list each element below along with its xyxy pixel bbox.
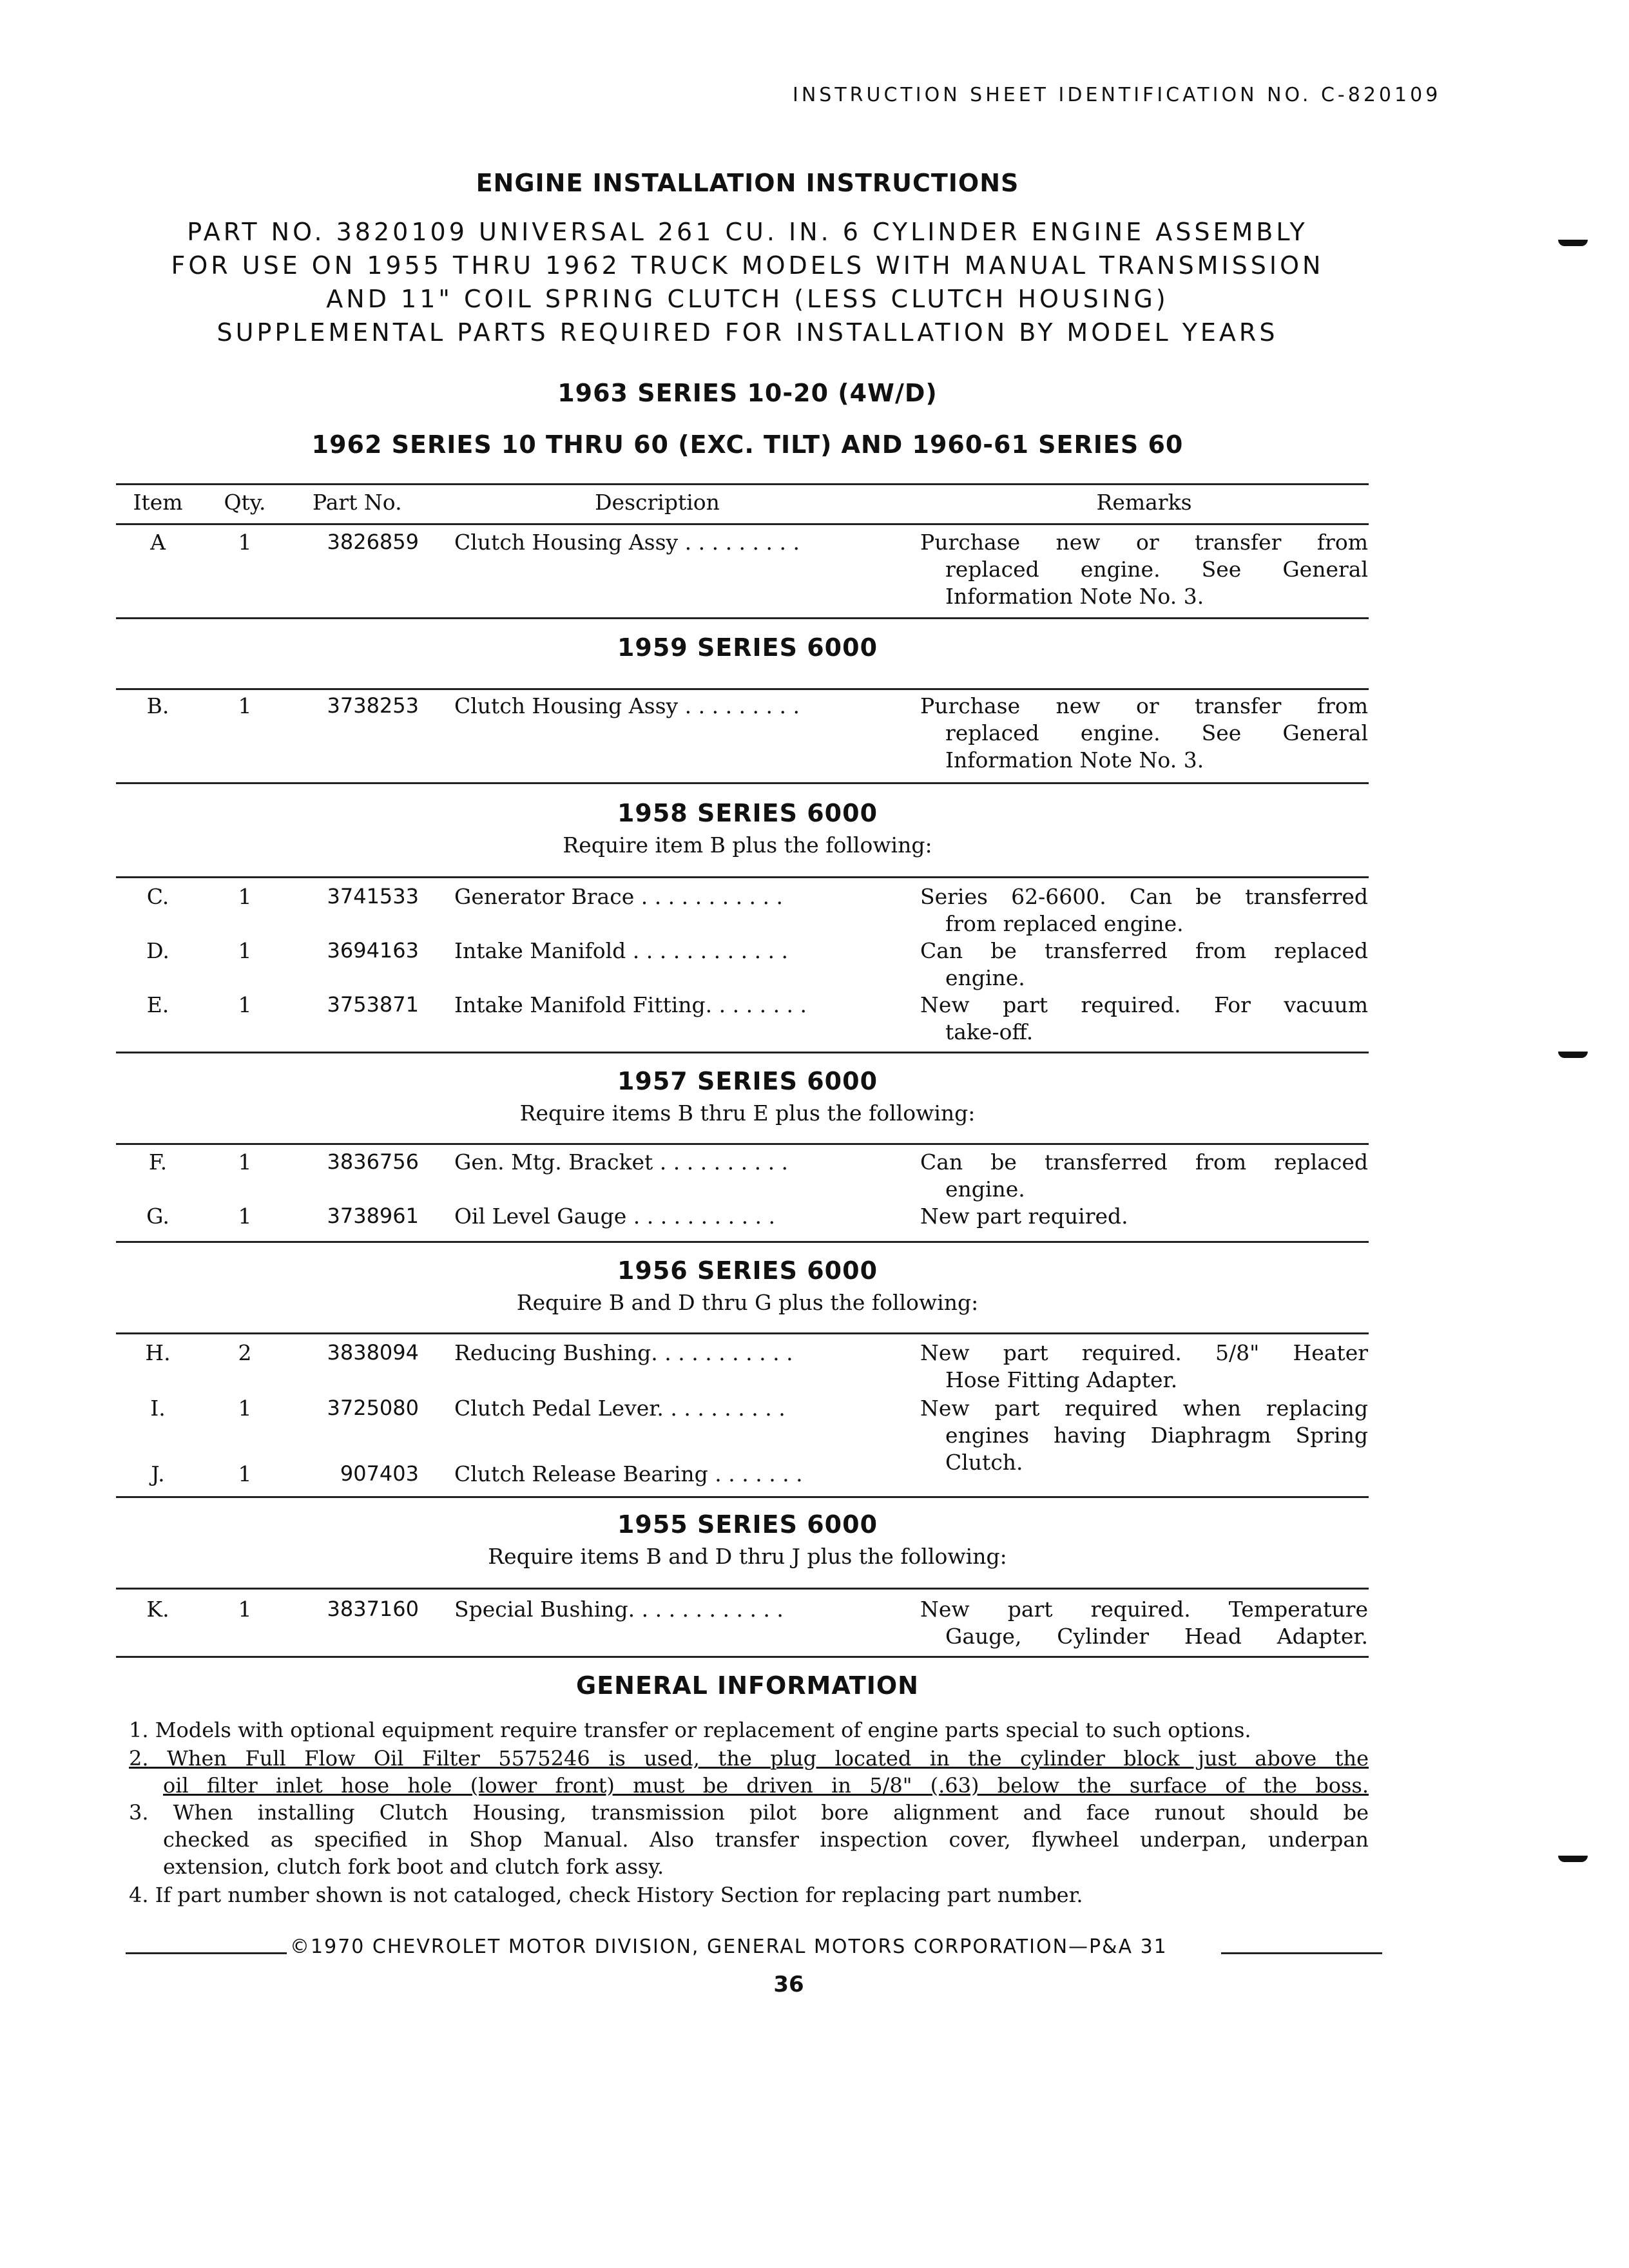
binder-hole-mark [1558, 1052, 1588, 1061]
remarks-line: Purchase new or transfer from [920, 693, 1368, 718]
part-line-4: SUPPLEMENTAL PARTS REQUIRED FOR INSTALLATION BY MODEL YEARS [217, 318, 1278, 347]
qty: 2 [238, 1340, 252, 1365]
description: Special Bushing. . . . . . . . . . . . [454, 1597, 784, 1622]
general-information-title: GENERAL INFORMATION [576, 1671, 919, 1700]
qty: 1 [238, 1204, 252, 1229]
remarks-continuation [0, 747, 1629, 776]
footer-rule-right [1221, 1952, 1382, 1954]
part-number: 3738253 [327, 693, 419, 718]
general-note-3-line-3: extension, clutch fork boot and clutch fork assy. [163, 1854, 664, 1879]
remarks-continuation [0, 1423, 1629, 1451]
description: Generator Brace . . . . . . . . . . . [454, 884, 784, 909]
remarks-line: Can be transferred from replaced [920, 1149, 1368, 1175]
description: Clutch Housing Assy . . . . . . . . . [454, 693, 800, 718]
description: Clutch Release Bearing . . . . . . . [454, 1461, 803, 1486]
section-subtitle-1956: Require B and D thru G plus the following: [516, 1290, 979, 1315]
table-row [0, 693, 1629, 722]
remarks-line: Hose Fitting Adapter. [945, 1367, 1178, 1392]
qty: 1 [238, 530, 252, 555]
section-rule [116, 1496, 1369, 1498]
col-description: Description [595, 490, 720, 515]
remarks-continuation [0, 584, 1629, 612]
series-heading-1962: 1962 SERIES 10 THRU 60 (EXC. TILT) AND 1960-61 SERIES 60 [311, 430, 1184, 459]
remarks-continuation [0, 720, 1629, 749]
section-title-1956: 1956 SERIES 6000 [617, 1256, 878, 1285]
part-number: 3738961 [327, 1204, 419, 1228]
remarks-line: Series 62-6600. Can be transferred [920, 884, 1368, 909]
series-heading-1963: 1963 SERIES 10-20 (4W/D) [557, 379, 938, 407]
remarks-continuation [0, 965, 1629, 994]
col-item: Item [133, 490, 183, 515]
qty: 1 [238, 992, 252, 1017]
table-row [0, 1597, 1629, 1625]
qty: 1 [238, 938, 252, 963]
part-line-1: PART NO. 3820109 UNIVERSAL 261 CU. IN. 6 CYLINDER ENGINE ASSEMBLY [187, 218, 1308, 246]
remarks-continuation [0, 1367, 1629, 1396]
part-number: 3838094 [327, 1340, 419, 1365]
remarks-line: from replaced engine. [945, 911, 1184, 936]
remarks-line: New part required. Temperature [920, 1597, 1368, 1622]
part-number: 3694163 [327, 938, 419, 963]
remarks-line: replaced engine. See General [945, 720, 1368, 745]
part-line-3: AND 11" COIL SPRING CLUTCH (LESS CLUTCH HOUSING) [326, 285, 1169, 313]
remarks-continuation [0, 1019, 1629, 1048]
footer-rule-left [126, 1952, 287, 1954]
section-rule [116, 1332, 1369, 1334]
description: Gen. Mtg. Bracket . . . . . . . . . . [454, 1149, 789, 1175]
section-rule [116, 1588, 1369, 1590]
part-number: 3741533 [327, 884, 419, 908]
part-number: 3826859 [327, 530, 419, 554]
general-note-3-line-2: checked as specified in Shop Manual. Also transfer inspection cover, flywheel underpan, underpan [163, 1827, 1369, 1852]
footer-copyright: ©1970 CHEVROLET MOTOR DIVISION, GENERAL MOTORS CORPORATION—P&A 31 [290, 1936, 1168, 1958]
table-row [0, 530, 1629, 558]
table-row [0, 1149, 1629, 1178]
section-rule [116, 1052, 1369, 1053]
remarks-line: engine. [945, 965, 1025, 990]
section-title-1958: 1958 SERIES 6000 [617, 799, 878, 827]
remarks-line: Clutch. [945, 1450, 1023, 1475]
part-number: 3837160 [327, 1597, 419, 1621]
document-title: ENGINE INSTALLATION INSTRUCTIONS [476, 169, 1019, 197]
remarks-line: New part required. 5/8" Heater [920, 1340, 1368, 1365]
qty: 1 [238, 693, 252, 718]
item-letter: I. [150, 1396, 166, 1421]
qty: 1 [238, 884, 252, 909]
general-note-1: 1. Models with optional equipment require transfer or replacement of engine parts special to such options. [129, 1718, 1251, 1742]
table-row [0, 1340, 1629, 1369]
remarks-line: engine. [945, 1177, 1025, 1202]
remarks-continuation [0, 1177, 1629, 1205]
general-note-2-line-2: oil filter inlet hose hole (lower front) must be driven in 5/8" (.63) below the surface of the boss. [163, 1773, 1369, 1798]
remarks-line: take-off. [945, 1019, 1034, 1044]
remarks-continuation [0, 911, 1629, 939]
remarks-continuation [0, 557, 1629, 585]
sheet-identification: INSTRUCTION SHEET IDENTIFICATION NO. C-820109 [793, 84, 1441, 106]
general-note-3-line-1: 3. When installing Clutch Housing, transmission pilot bore alignment and face runout should be [129, 1800, 1369, 1825]
section-rule [116, 688, 1369, 690]
description: Oil Level Gauge . . . . . . . . . . . [454, 1204, 776, 1229]
binder-hole-mark [1558, 1856, 1588, 1865]
section-rule [116, 782, 1369, 784]
item-letter: A [150, 530, 166, 555]
section-subtitle-1958: Require item B plus the following: [563, 832, 932, 858]
description: Clutch Housing Assy . . . . . . . . . [454, 530, 800, 555]
table-row [0, 884, 1629, 912]
description: Clutch Pedal Lever. . . . . . . . . . [454, 1396, 786, 1421]
remarks-line: Information Note No. 3. [945, 584, 1204, 609]
section-title-1959: 1959 SERIES 6000 [617, 633, 878, 662]
section-title-1957: 1957 SERIES 6000 [617, 1067, 878, 1095]
qty: 1 [238, 1461, 252, 1486]
item-letter: D. [146, 938, 169, 963]
section-rule [116, 876, 1369, 878]
section-rule [116, 1143, 1369, 1145]
remarks-line: engines having Diaphragm Spring [945, 1423, 1368, 1448]
description: Intake Manifold . . . . . . . . . . . . [454, 938, 789, 963]
item-letter: J. [151, 1461, 165, 1486]
remarks-continuation [0, 1624, 1629, 1652]
description: Reducing Bushing. . . . . . . . . . . [454, 1340, 793, 1365]
remarks-line: Information Note No. 3. [945, 747, 1204, 773]
remarks-line: New part required. For vacuum [920, 992, 1368, 1017]
table-top-rule [116, 483, 1369, 485]
part-line-2: FOR USE ON 1955 THRU 1962 TRUCK MODELS WITH MANUAL TRANSMISSION [171, 251, 1324, 280]
table-row [0, 1461, 1629, 1490]
description: Intake Manifold Fitting. . . . . . . . [454, 992, 807, 1017]
remarks-line: Gauge, Cylinder Head Adapter. [945, 1624, 1368, 1649]
table-row [0, 1204, 1629, 1232]
page-number: 36 [773, 1972, 804, 1997]
item-letter: B. [146, 693, 169, 718]
item-letter: H. [145, 1340, 171, 1365]
section-title-1955: 1955 SERIES 6000 [617, 1510, 878, 1539]
col-part-no: Part No. [313, 490, 402, 515]
part-number: 907403 [340, 1461, 419, 1486]
col-remarks: Remarks [1096, 490, 1192, 515]
remarks-line: New part required when replacing [920, 1396, 1368, 1421]
item-letter: C. [146, 884, 169, 909]
section-subtitle-1957: Require items B thru E plus the following: [519, 1100, 976, 1126]
part-number: 3836756 [327, 1149, 419, 1174]
item-letter: G. [146, 1204, 169, 1229]
part-number: 3725080 [327, 1396, 419, 1420]
binder-hole-mark [1558, 240, 1588, 249]
section-subtitle-1955: Require items B and D thru J plus the following: [488, 1544, 1007, 1569]
section-rule [116, 1656, 1369, 1658]
qty: 1 [238, 1597, 252, 1622]
table-row [0, 938, 1629, 966]
table-header [0, 490, 1629, 518]
header-rule [116, 523, 1369, 525]
remarks-line: Can be transferred from replaced [920, 938, 1368, 963]
col-qty: Qty. [224, 490, 266, 515]
general-note-4: 4. If part number shown is not cataloged, check History Section for replacing part number. [129, 1883, 1083, 1907]
remarks-line: New part required. [920, 1204, 1128, 1229]
section-rule [116, 1241, 1369, 1243]
remarks-line: replaced engine. See General [945, 557, 1368, 582]
remarks-line: Purchase new or transfer from [920, 530, 1368, 555]
qty: 1 [238, 1149, 252, 1175]
qty: 1 [238, 1396, 252, 1421]
table-row [0, 1396, 1629, 1424]
table-row [0, 992, 1629, 1021]
part-number: 3753871 [327, 992, 419, 1017]
section-rule [116, 617, 1369, 619]
item-letter: K. [146, 1597, 169, 1622]
item-letter: E. [146, 992, 169, 1017]
general-note-2-line-1: 2. When Full Flow Oil Filter 5575246 is used, the plug located in the cylinder block just above the [129, 1746, 1369, 1771]
item-letter: F. [148, 1149, 168, 1175]
